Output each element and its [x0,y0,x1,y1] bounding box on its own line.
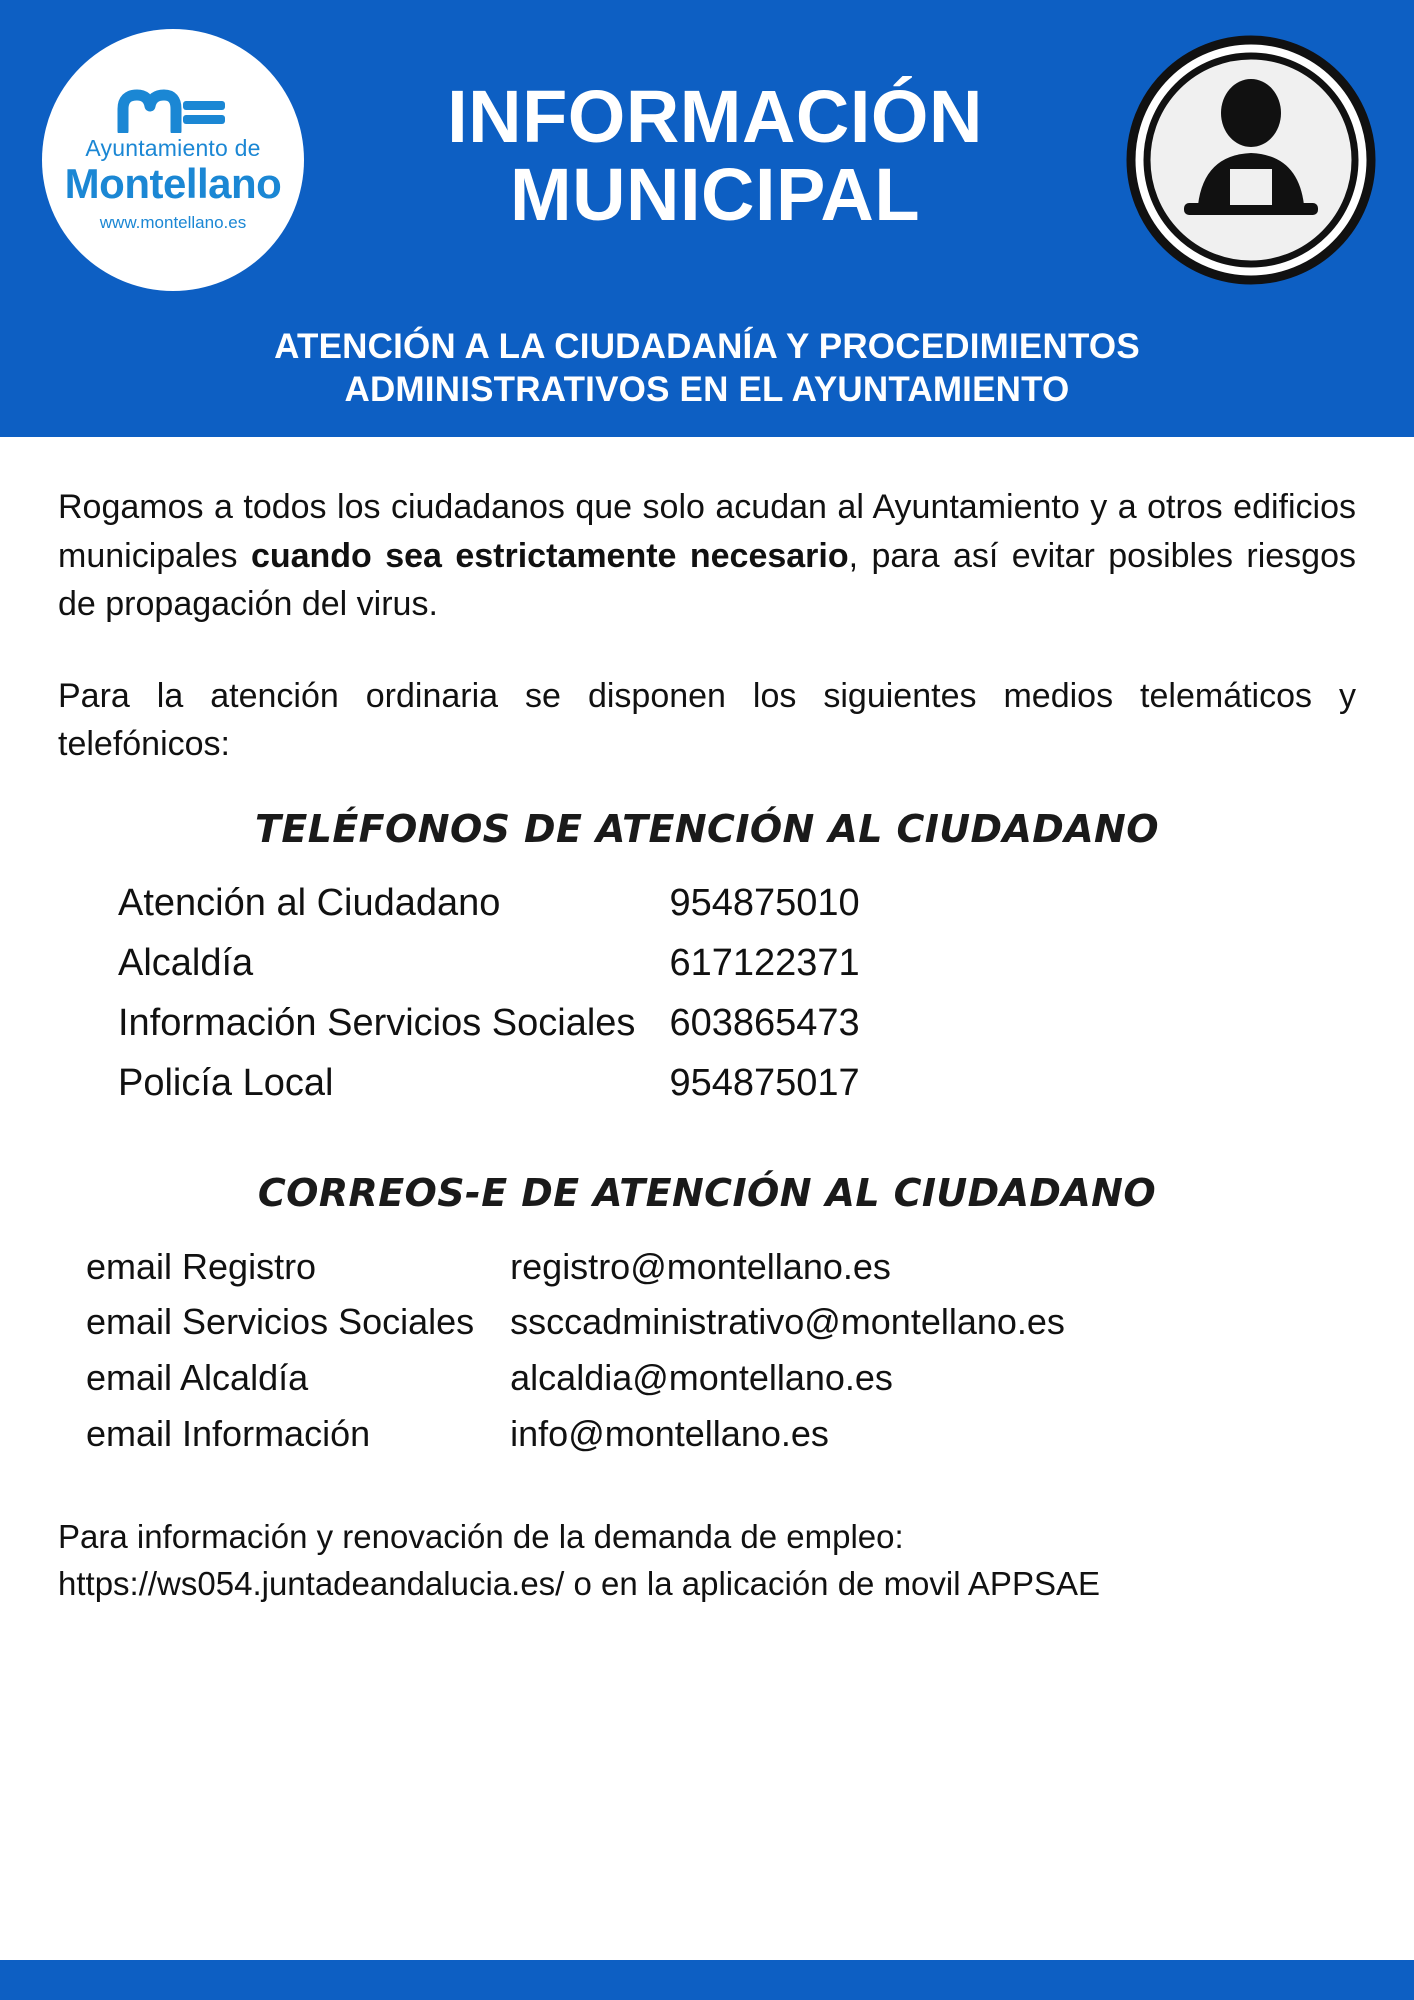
table-row [118,877,860,937]
page-title-line1: INFORMACIÓN [447,74,983,158]
footer-bar [0,1960,1414,2000]
phones-section-title: TELÉFONOS DE ATENCIÓN AL CIUDADANO [255,806,1159,851]
intro-paragraph-part2: , para así evitar posibles riesgos de propagación del virus. [58,536,1356,623]
table-row [86,1296,1065,1352]
phones-table [118,877,860,1117]
header-subtitle-line2: ADMINISTRATIVOS EN EL AYUNTAMIENTO [344,369,1070,409]
email-address[interactable]: ssccadministrativo@montellano.es [510,1301,1065,1343]
table-row [118,937,860,997]
phone-number: 603865473 [669,1001,860,1044]
table-row [118,997,860,1057]
intro-paragraph [58,483,1356,628]
poster-body [0,437,1414,1607]
phone-number: 954875017 [669,1061,860,1104]
emails-section-title: CORREOS-E DE ATENCIÓN AL CIUDADANO [257,1170,1157,1215]
intro-paragraph-emphasis: cuando sea estrictamente necesario [250,536,849,575]
header-subtitle [0,320,1414,437]
email-address[interactable]: registro@montellano.es [510,1245,891,1287]
email-label: email Alcaldía [86,1357,309,1399]
email-address[interactable]: info@montellano.es [510,1413,829,1454]
email-address[interactable]: alcaldia@montellano.es [510,1357,893,1399]
page-title-line2: MUNICIPAL [509,153,921,236]
phone-label: Policía Local [118,1061,334,1104]
employment-note-line1: Para información y renovación de la demanda de empleo: [58,1517,904,1555]
email-label: email Información [86,1413,371,1454]
municipality-logo [42,29,304,291]
employment-note-line2[interactable]: https://ws054.juntadeandalucia.es/ o en la aplicación de movil APPSAE [58,1564,1100,1602]
phone-label: Alcaldía [118,941,254,984]
header-top-row [0,0,1414,320]
channels-paragraph: Para la atención ordinaria se disponen los siguientes medios telemáticos y telefónicos: [58,677,1356,764]
email-label: email Registro [86,1245,317,1287]
table-row [86,1408,1065,1464]
phone-label: Información Servicios Sociales [118,1001,636,1044]
logo-subtitle: Ayuntamiento de [85,135,261,161]
table-row [86,1352,1065,1408]
emails-table [86,1241,1065,1464]
phone-number: 617122371 [669,941,860,984]
arch-logo-icon [117,89,229,133]
logo-website: www.montellano.es [99,213,247,232]
employment-note [58,1514,1356,1608]
email-label: email Servicios Sociales [86,1301,475,1343]
person-at-desk-icon [1126,35,1376,285]
phone-label: Atención al Ciudadano [118,881,501,924]
header-subtitle-line1: ATENCIÓN A LA CIUDADANÍA Y PROCEDIMIENTOS [274,327,1140,366]
table-row [86,1241,1065,1297]
page-title [304,74,1126,236]
poster-header [0,0,1414,437]
logo-name: Montellano [64,160,282,207]
phone-number: 954875010 [669,881,860,924]
intro-paragraph-part1: Rogamos a todos los ciudadanos que solo acudan al Ayuntamiento y a otros edificios municipales [58,488,1356,575]
table-row [118,1057,860,1117]
